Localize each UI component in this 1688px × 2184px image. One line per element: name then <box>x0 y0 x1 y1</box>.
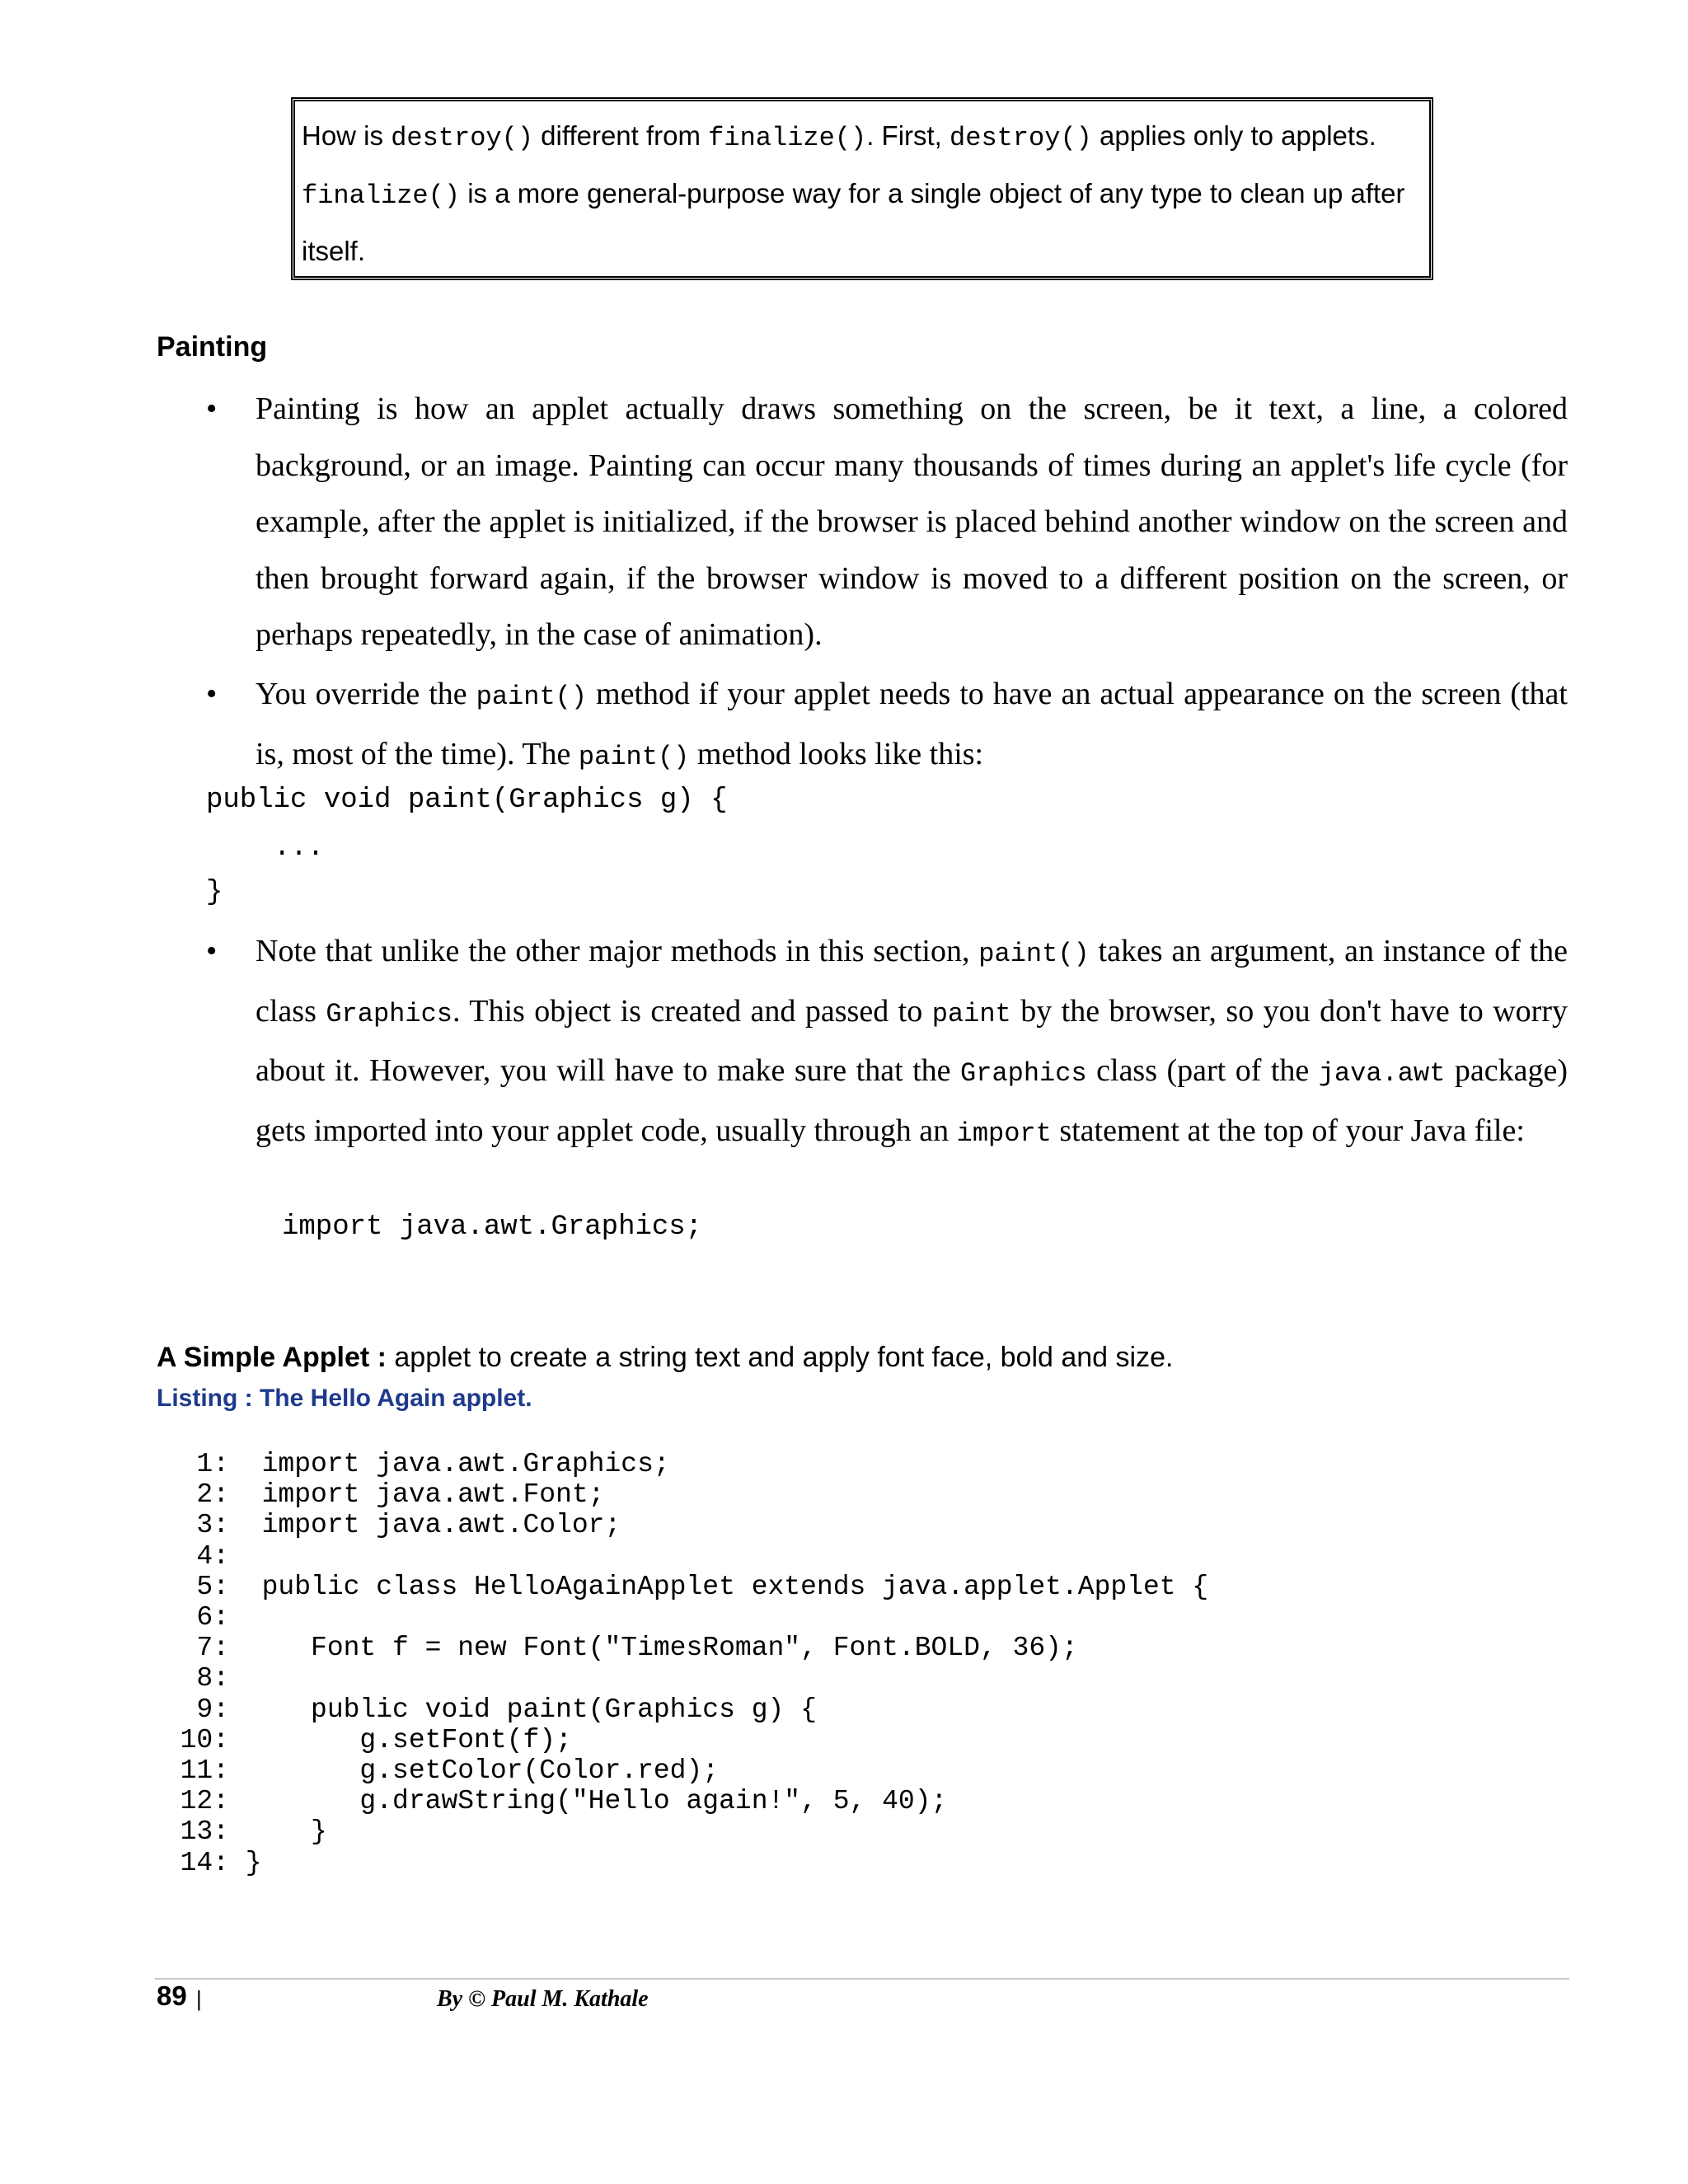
line-code: } <box>229 1847 262 1878</box>
inline-code: paint() <box>578 741 690 772</box>
line-number: 10: <box>180 1724 229 1755</box>
note-code: finalize() <box>708 123 867 153</box>
line-number: 7: <box>196 1633 229 1664</box>
note-box <box>291 97 1433 280</box>
line-code: public void paint(Graphics g) { <box>229 1694 817 1725</box>
code-line: } <box>206 877 223 908</box>
text: method looks like this: <box>689 736 984 771</box>
line-code: Font f = new Font("TimesRoman", Font.BOLD, 36); <box>229 1633 1078 1664</box>
listing-row <box>157 1694 1208 1725</box>
line-number: 3: <box>196 1510 229 1541</box>
line-number: 1: <box>196 1449 229 1479</box>
listing-title: Listing : The Hello Again applet. <box>157 1385 532 1412</box>
listing-row <box>157 1602 1208 1633</box>
inline-code: paint <box>931 998 1011 1029</box>
inline-code: import <box>956 1118 1052 1149</box>
line-code: g.setColor(Color.red); <box>229 1755 720 1787</box>
bullet-icon: • <box>206 934 218 968</box>
listing-row <box>157 1816 1208 1847</box>
line-code: import java.awt.Color; <box>229 1510 621 1541</box>
listing-row <box>157 1755 1208 1786</box>
line-code: import java.awt.Graphics; <box>229 1449 670 1479</box>
note-code: destroy() <box>950 123 1092 153</box>
code-line: public void paint(Graphics g) { <box>206 785 728 816</box>
text: Note that unlike the other major methods in this section, <box>256 934 979 968</box>
line-number: 12: <box>180 1786 229 1817</box>
note-text: How is <box>302 120 392 151</box>
simple-applet-heading: A Simple Applet : <box>157 1342 387 1373</box>
page-number: 89 <box>157 1980 187 2011</box>
text: You override the <box>256 677 476 711</box>
line-number: 6: <box>196 1602 229 1633</box>
bullet-paragraph-2 <box>256 666 1568 785</box>
listing-row <box>157 1633 1208 1663</box>
text: method if your applet needs to have an actual appearance on the screen (that is, most of the time). The <box>256 677 1568 771</box>
listing-row <box>157 1572 1208 1602</box>
painting-heading: Painting <box>157 331 268 363</box>
line-number: 9: <box>196 1694 229 1725</box>
note-text: applies only to applets. <box>1091 120 1376 151</box>
line-code: public class HelloAgainApplet extends java.applet.Applet { <box>229 1571 1209 1602</box>
listing-row <box>157 1663 1208 1694</box>
inline-code: Graphics <box>960 1058 1087 1089</box>
bullet-icon: • <box>206 677 218 711</box>
import-line: import java.awt.Graphics; <box>282 1212 703 1243</box>
listing-row <box>157 1510 1208 1540</box>
listing-row <box>157 1541 1208 1572</box>
bullet-paragraph-1: Painting is how an applet actually draws something on the screen, be it text, a line, a colored background, or an image. Painting can occur many thousands of times during an applet's life cycle (for example, after the applet is initialized, if the browser is placed behind another window on the screen and then brought forward again, if the browser window is moved to a different position on the screen, or perhaps repeatedly, in the case of animation). <box>256 391 1568 652</box>
line-number: 13: <box>180 1816 229 1848</box>
note-text: . First, <box>866 120 950 151</box>
line-number: 11: <box>180 1755 229 1787</box>
listing-row <box>157 1848 1208 1878</box>
line-code: import java.awt.Font; <box>229 1479 605 1511</box>
footer-divider <box>155 1978 1569 1980</box>
line-code: g.drawString("Hello again!", 5, 40); <box>229 1786 948 1817</box>
line-code: } <box>229 1816 327 1848</box>
listing-row <box>157 1725 1208 1755</box>
line-number: 2: <box>196 1479 229 1511</box>
line-number: 4: <box>196 1540 229 1572</box>
code-line: ... <box>274 832 325 864</box>
code-listing <box>157 1449 1208 1878</box>
line-number: 14: <box>180 1847 229 1878</box>
inline-code: paint() <box>978 939 1090 969</box>
simple-applet-line <box>157 1342 1173 1374</box>
inline-code: Graphics <box>326 998 452 1029</box>
bullet-icon: • <box>206 391 218 426</box>
text: class (part of the <box>1086 1053 1319 1088</box>
text: package) gets imported into your applet code, usually through an <box>256 1053 1568 1148</box>
inline-code: java.awt <box>1318 1058 1446 1089</box>
listing-row <box>157 1479 1208 1510</box>
text: . This object is created and passed to <box>452 993 932 1029</box>
note-code: destroy() <box>391 123 534 153</box>
page-separator: | <box>196 1986 202 2011</box>
note-code: finalize() <box>302 180 461 211</box>
note-text: different from <box>533 120 709 151</box>
simple-applet-desc: applet to create a string text and apply font face, bold and size. <box>386 1342 1174 1373</box>
listing-row <box>157 1786 1208 1816</box>
text: statement at the top of your Java file: <box>1051 1113 1525 1148</box>
line-code: g.setFont(f); <box>229 1724 572 1755</box>
line-number: 5: <box>196 1571 229 1602</box>
bullet-paragraph-3 <box>256 923 1568 1162</box>
note-text: is a more general-purpose way for a single object of any type to clean up after itself. <box>302 178 1405 266</box>
inline-code: paint() <box>476 682 588 712</box>
line-number: 8: <box>196 1663 229 1694</box>
text: takes an argument, an instance of the class <box>256 934 1568 1029</box>
text: by the browser, so you don't have to worry about it. However, you will have to make sure that the <box>256 993 1568 1088</box>
listing-row <box>157 1449 1208 1479</box>
author-credit: By © Paul M. Kathale <box>437 1986 649 2012</box>
